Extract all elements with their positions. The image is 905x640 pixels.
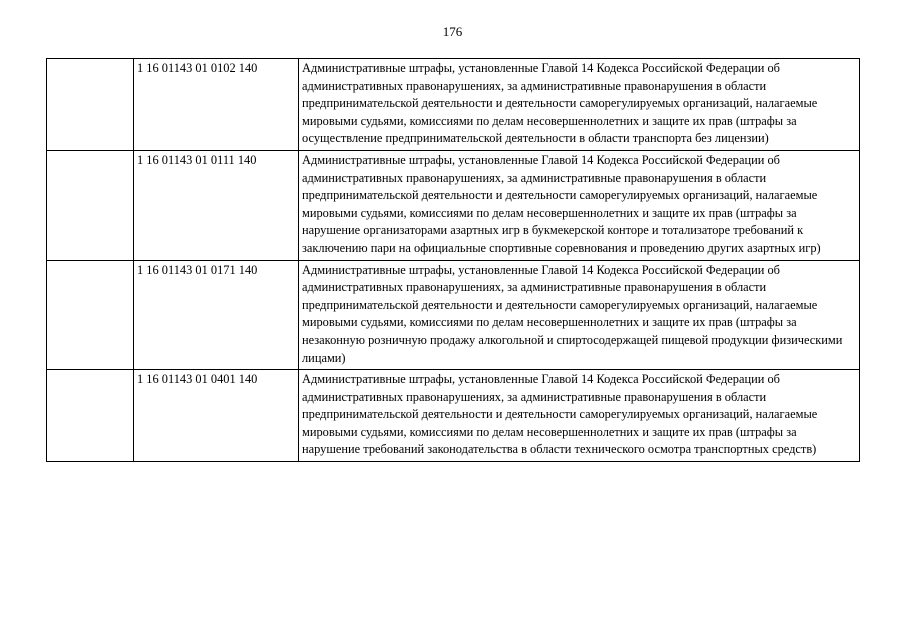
table-row [47,150,860,260]
table-row [47,370,860,462]
empty-cell [47,150,134,260]
table-row [47,59,860,151]
empty-cell [47,260,134,370]
empty-cell [47,370,134,462]
description-cell: Административные штрафы, установленные Главой 14 Кодекса Российской Федерации об административных правонарушениях, за административные правонарушения в области предпринимательской деятельности и деятельности саморегулируемых организаций, налагаемые мировыми судьями, комиссиями по делам несовершеннолетних и защите их прав (штрафы за нарушение требований законодательства в области технического осмотра транспортных средств) [299,370,860,462]
classification-code-cell: 1 16 01143 01 0401 140 [134,370,299,462]
budget-classification-table [46,58,860,462]
classification-code-cell: 1 16 01143 01 0171 140 [134,260,299,370]
classification-code-cell: 1 16 01143 01 0111 140 [134,150,299,260]
classification-code-cell: 1 16 01143 01 0102 140 [134,59,299,151]
table-row [47,260,860,370]
description-cell: Административные штрафы, установленные Главой 14 Кодекса Российской Федерации об административных правонарушениях, за административные правонарушения в области предпринимательской деятельности и деятельности саморегулируемых организаций, налагаемые мировыми судьями, комиссиями по делам несовершеннолетних и защите их прав (штрафы за незаконную розничную продажу алкогольной и спиртосодержащей пищевой продукции физическими лицами) [299,260,860,370]
description-cell: Административные штрафы, установленные Главой 14 Кодекса Российской Федерации об административных правонарушениях, за административные правонарушения в области предпринимательской деятельности и деятельности саморегулируемых организаций, налагаемые мировыми судьями, комиссиями по делам несовершеннолетних и защите их прав (штрафы за нарушение организаторами азартных игр в букмекерской конторе и тотализаторе требований к заключению пари на официальные спортивные соревнования и проведению других азартных игр) [299,150,860,260]
empty-cell [47,59,134,151]
page-number: 176 [442,24,463,39]
description-cell: Административные штрафы, установленные Главой 14 Кодекса Российской Федерации об административных правонарушениях, за административные правонарушения в области предпринимательской деятельности и деятельности саморегулируемых организаций, налагаемые мировыми судьями, комиссиями по делам несовершеннолетних и защите их прав (штрафы за осуществление предпринимательской деятельности в области транспорта без лицензии) [299,59,860,151]
